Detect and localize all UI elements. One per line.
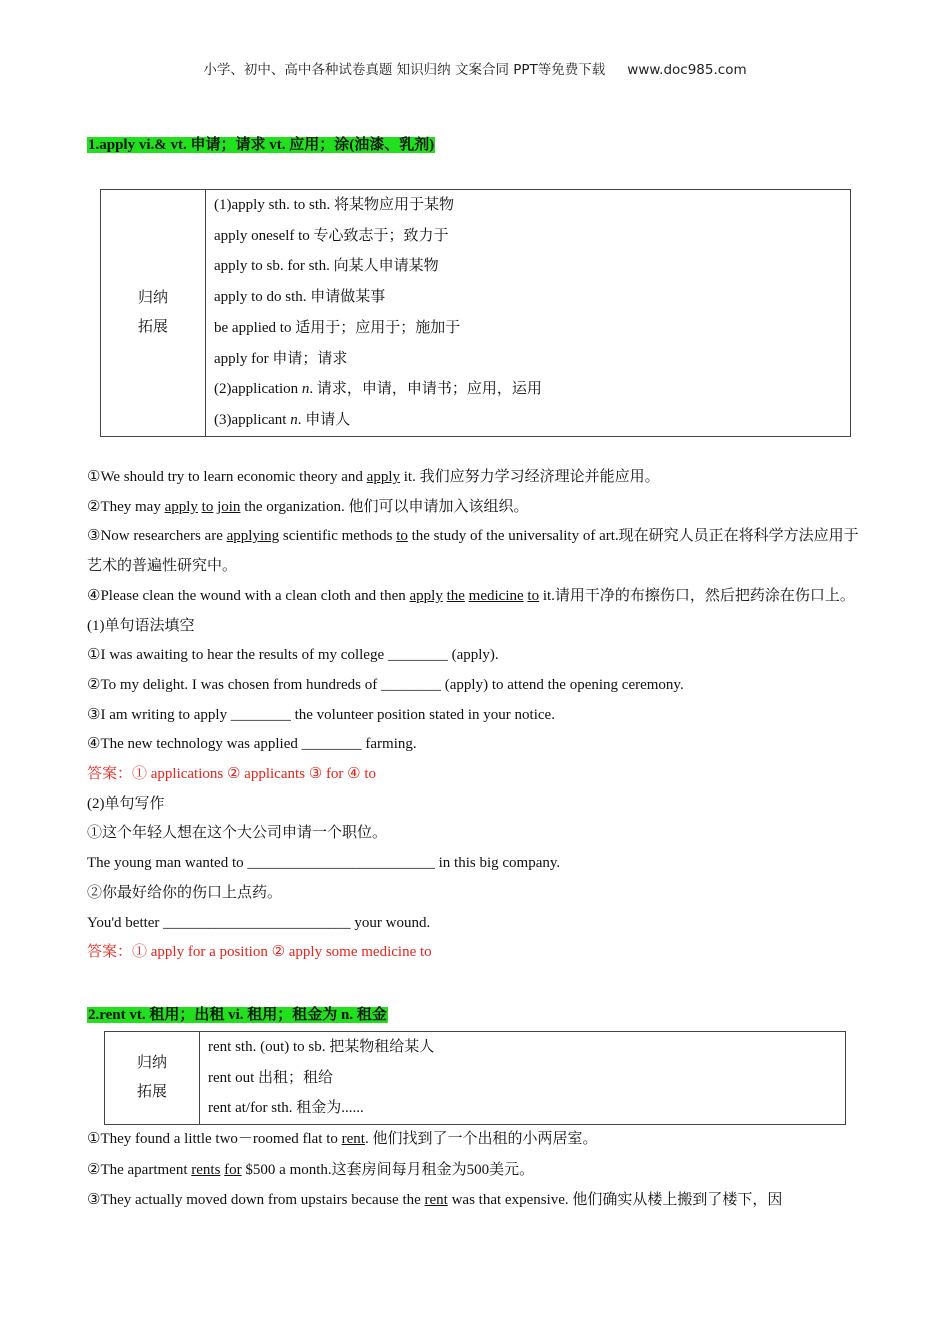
table-line: apply to do sth. 申请做某事	[214, 289, 386, 306]
section2-content	[87, 1124, 867, 1216]
section1-heading-text: 1.apply vi.& vt. 申请；请求 vt. 应用；涂(油漆、乳剂)	[88, 137, 435, 153]
table-line: apply oneself to 专心致志于；致力于	[214, 227, 449, 244]
section1-heading	[87, 133, 435, 154]
section2-heading	[87, 1003, 388, 1024]
exercise-title: (1)单句语法填空	[87, 617, 195, 634]
table-label-1: 归纳	[137, 289, 168, 306]
table-label-cell	[105, 1032, 200, 1125]
section2-summary-table	[104, 1031, 846, 1125]
example-sentence: ②They may apply to join the organization. 他们可以申请加入该组织。	[87, 498, 529, 515]
table-label-1: 归纳	[136, 1055, 167, 1072]
page-header	[0, 58, 950, 78]
example-sentence: ①We should try to learn economic theory and apply it. 我们应努力学习经济理论并能应用。	[87, 469, 660, 485]
exercise-question: ④The new technology was applied ________ farming.	[87, 736, 417, 753]
example-sentence: ③They actually moved down from upstairs because the rent was that expensive. 他们确实从楼上搬到了楼下，因	[87, 1192, 783, 1208]
table-line: rent sth. (out) to sb. 把某物租给某人	[208, 1039, 435, 1055]
example-sentence: ①They found a little two－roomed flat to rent. 他们找到了一个出租的小两居室。	[87, 1131, 598, 1147]
example-sentence: ②The apartment rents for $500 a month.这套房间每月租金为500美元。	[87, 1161, 535, 1178]
table-line: rent out 出租；租给	[208, 1069, 333, 1086]
table-line: rent at/for sth. 租金为......	[208, 1100, 364, 1117]
table-body-cell	[200, 1032, 846, 1125]
exercise-question: The young man wanted to _________________________ in this big company.	[87, 855, 561, 872]
header-text: 小学、初中、高中各种试卷真题 知识归纳 文案合同 PPT等免费下载	[203, 62, 606, 78]
table-line: be applied to 适用于；应用于；施加于	[214, 319, 461, 336]
table-line: apply to sb. for sth. 向某人申请某物	[214, 258, 439, 275]
table-line: (1)apply sth. to sth. 将某物应用于某物	[214, 197, 454, 213]
table-body-cell	[206, 190, 851, 437]
exercise-question: You'd better _________________________ your wound.	[87, 914, 431, 931]
exercise-prompt-cn: ②你最好给你的伤口上点药。	[87, 884, 283, 901]
exercise-question: ②To my delight. I was chosen from hundreds of ________ (apply) to attend the opening ceremony.	[87, 676, 684, 693]
table-label-2: 拓展	[137, 318, 168, 335]
table-line: apply for 申请；请求	[214, 350, 348, 367]
example-sentence: ③Now researchers are applying scientific methods to the study of the universality of art.现在研究人员正在将科学方法应用于艺术的普遍性研究中。	[87, 528, 859, 575]
section2-heading-text: 2.rent vt. 租用；出租 vi. 租用；租金为 n. 租金	[88, 1007, 387, 1023]
exercise-question: ③I am writing to apply ________ the volunteer position stated in your notice.	[87, 706, 555, 723]
exercise-answer: 答案：① applications ② applicants ③ for ④ to	[87, 766, 377, 783]
table-label-cell	[101, 190, 206, 437]
exercise-question: ①I was awaiting to hear the results of my college ________ (apply).	[87, 647, 499, 664]
table-line: (3)applicant n. 申请人	[214, 411, 351, 428]
section1-summary-table	[100, 189, 851, 437]
exercise-prompt-cn: ①这个年轻人想在这个大公司申请一个职位。	[87, 825, 388, 842]
section1-content	[87, 463, 867, 968]
exercise-answer: 答案：① apply for a position ② apply some medicine to	[87, 944, 432, 961]
table-line: (2)application n. 请求，申请，申请书；应用，运用	[214, 381, 542, 398]
example-sentence: ④Please clean the wound with a clean cloth and then apply the medicine to it.请用干净的布擦伤口，然后把药涂在伤口上。	[87, 587, 855, 604]
table-label-2: 拓展	[136, 1084, 167, 1101]
exercise-title: (2)单句写作	[87, 795, 165, 812]
header-url[interactable]: www.doc985.com	[627, 62, 747, 78]
